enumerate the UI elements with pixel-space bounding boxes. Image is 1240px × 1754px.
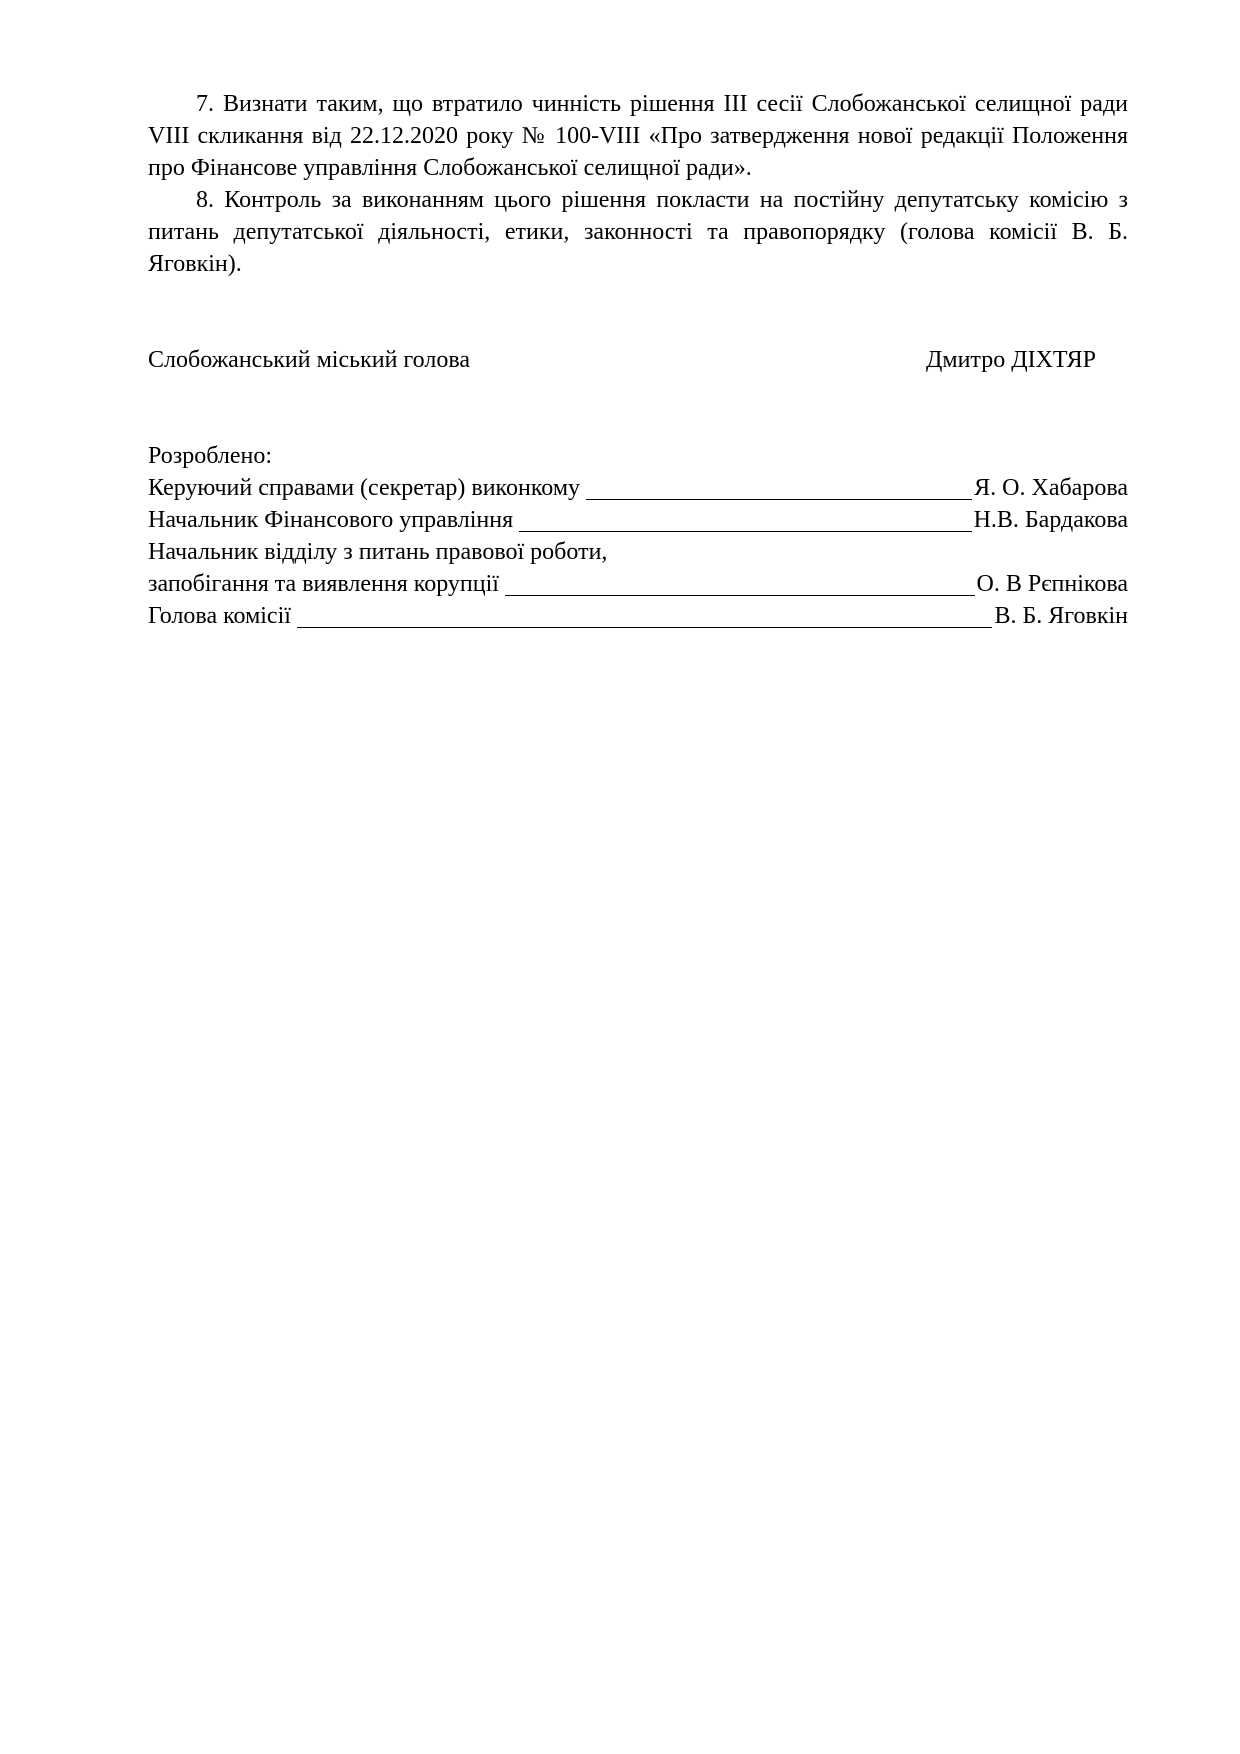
head-signature xyxy=(148,344,1128,376)
approval-name: Н.В. Бардакова xyxy=(973,507,1128,533)
signature-name: Дмитро ДІХТЯР xyxy=(926,347,1096,373)
approval-name: Я. О. Хабарова xyxy=(974,475,1128,501)
signature-line xyxy=(505,594,975,596)
signature-line xyxy=(519,530,971,532)
approval-role: Керуючий справами (секретар) виконкому xyxy=(148,475,581,501)
approval-name: О. В Рєпнікова xyxy=(976,571,1128,597)
document-page xyxy=(148,88,1128,632)
approval-row xyxy=(148,504,1128,536)
approval-role: запобігання та виявлення корупції xyxy=(148,571,499,597)
approval-row xyxy=(148,600,1128,632)
paragraph-7: 7. Визнати таким, що втратило чинність рішення ІІІ сесії Слобожанської селищної ради VІІІ скликання від 22.12.2020 року № 100-VIII «Про затвердження нової редакції Положення про Фінансове управління Слобожанської селищної ради». xyxy=(148,91,1128,181)
approval-row xyxy=(148,568,1128,600)
paragraph-8: 8. Контроль за виконанням цього рішення покласти на постійну депутатську комісію з питань депутатської діяльності, етики, законності та правопорядку (голова комісії В. Б. Яговкін). xyxy=(148,187,1128,277)
approval-name: В. Б. Яговкін xyxy=(994,603,1128,629)
signature-line xyxy=(297,626,993,628)
approval-role: Голова комісії xyxy=(148,603,291,629)
approval-row xyxy=(148,472,1128,504)
signature-line xyxy=(586,498,972,500)
signature-position: Слобожанський міський голова xyxy=(148,347,470,373)
developed-heading: Розроблено: xyxy=(148,443,272,469)
approval-role: Начальник Фінансового управління xyxy=(148,507,514,533)
approval-role-line1: Начальник відділу з питань правової роботи, xyxy=(148,539,608,565)
developed-block xyxy=(148,440,1128,632)
